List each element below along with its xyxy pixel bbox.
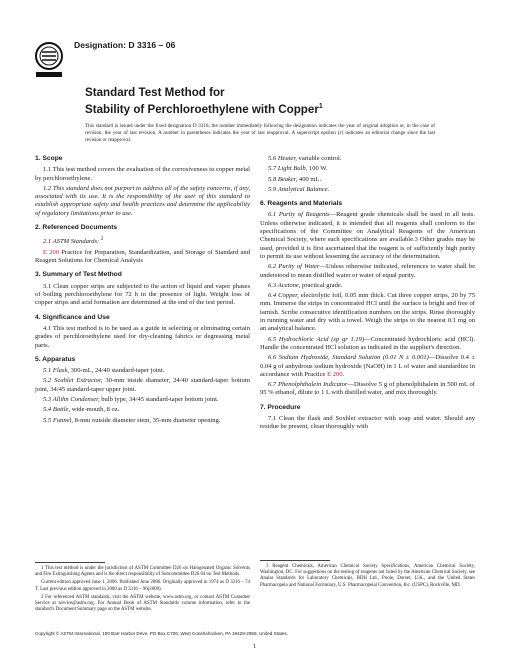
item-label: 6.6 Sodium Hydroxide, Standard Solution (0.01 N ± 0.001) — [268, 354, 429, 362]
paragraph-4-1: 4.1 This test method is to be used as a guide in selecting or eliminating certain grades of perchloroethylene used for dry-cleaning fabrics or degreasing metal parts. — [35, 324, 250, 349]
paragraph-5-7 — [260, 165, 475, 173]
footnote-divider — [260, 560, 330, 561]
section-heading-apparatus: 5. Apparatus — [35, 355, 76, 363]
section-heading-reagents: 6. Reagents and Materials — [260, 200, 343, 208]
item-label: 5.5 Funnel, — [43, 416, 74, 424]
left-column — [35, 155, 250, 427]
astm-standards-label: 2.1 ASTM Standards: — [43, 238, 100, 246]
right-column — [260, 155, 475, 434]
issuance-note: This standard is issued under the fixed designation D 3316; the number immediately following the designation indicates the year of original adoption or, in the case of revision, the year of last revision. A number in parentheses indicates the year of last reapproval. A superscript epsilon (ε) indicates an editorial change since the last revision or reapproval. — [85, 123, 435, 144]
item-text: —Dissolve 5 g of phenolphthalein in 500 mL of 95 % ethanol, dilute to 1 L with distilled water, and mix thoroughly. — [260, 381, 475, 397]
paragraph-6-5 — [260, 336, 475, 353]
copyright-line: Copyright © ASTM International, 100 Barr Harbor Drive, PO Box C700, West Conshohocken, PA 19428-2959, United States. — [35, 631, 288, 636]
reference-e200 — [35, 249, 250, 266]
item-text: 8-mm outside diameter stem, 35-mm diameter opening. — [73, 416, 221, 424]
paragraph-5-4 — [35, 406, 250, 414]
paragraph-6-7 — [260, 381, 475, 398]
item-text: electrolytic foil, 0.05 mm thick. Cut three copper strips, 20 by 75 mm. Immerse the strips in concentrated HCl until the surface is bright and free of tarnish. Scribe consecutive identification numbers on the strips. Rinse thoroughly in running water and dry with a towel. Weigh the strips to the nearest 0.1 mg on an analytical balance. — [260, 292, 475, 333]
link-e200[interactable]: E 200 — [43, 248, 60, 256]
item-text: 300-mL, 24/40 standard-taper joint. — [69, 367, 165, 375]
paragraph-1-1: 1.1 This test method covers the evaluation of the corrosiveness to copper metal by perchloroethylene. — [35, 166, 250, 182]
footnote-1: 1 This test method is under the jurisdiction of ASTM Committee D26 on Halogenated Organic Solvents and Fire Extinguishing Agents and is the direct responsibility of Subcommittee D26.04 on Test Methods. — [35, 566, 250, 578]
item-label: 6.7 Phenolphthalein Indicator — [268, 381, 348, 389]
item-text: —Reagent grade chemicals shall be used in all tests. Unless otherwise indicated, it is intended that all reagents shall conform to the specifications of the Committee on Analytical Reagents of the American Chemical Society, where such specifications are available.3 Other grades may be used, provided it is first ascertained that the reagent is of sufficiently high purity to permit its use without lessening the accuracy of the determination. — [260, 211, 475, 260]
item-text-end: . — [342, 370, 345, 378]
item-text: variable control. — [296, 155, 342, 162]
item-text: 100 W. — [307, 165, 328, 173]
item-text: bulb type, 34/45 standard-taper bottom joint. — [99, 396, 219, 403]
footnote-2: 2 For referenced ASTM standards, visit the ASTM website, www.astm.org, or contact ASTM Customer Service at service@astm.org. For Annual Book of ASTM Standards volume information, refer to the standard's Document Summary page on the ASTM website. — [35, 594, 250, 613]
paragraph-5-3 — [35, 396, 250, 404]
footnotes-left — [35, 562, 250, 615]
item-label: 6.3 Acetone, — [268, 281, 301, 289]
item-label: 6.1 Purity of Reagents — [268, 211, 330, 219]
designation: Designation: D 3316 – 06 — [74, 40, 176, 50]
item-text: 400 mL. — [297, 175, 322, 183]
reference-e200-title: Practice for Preparation, Standardization, and Storage of Standard and Reagent Solutions for Chemical Analysis — [35, 248, 250, 265]
item-label: 6.5 Hydrochloric Acid (sp gr 1.19) — [268, 335, 365, 343]
item-label: 5.2 Soxhlet Extractor, — [43, 377, 103, 385]
page-number: 1 — [253, 643, 257, 650]
section-heading-summary: 3. Summary of Test Method — [35, 271, 122, 279]
title-line-2-text: Stability of Perchloroethylene with Copper — [85, 102, 319, 116]
item-label: 6.2 Purity of Water — [268, 263, 320, 271]
paragraph-6-3 — [260, 282, 475, 290]
item-label: 5.1 Flask, — [43, 367, 70, 375]
item-label: 5.6 Heater, — [268, 155, 297, 162]
item-text: practical grade. — [300, 281, 343, 289]
paragraph-5-6 — [260, 155, 475, 163]
footnotes-right — [260, 560, 475, 591]
document-title — [85, 86, 323, 117]
footnote-1-edition: Current edition approved June 1, 2006. Published June 2006. Originally approved in 1974 as D 3316 – 74 T. Last previous edition approved in 2000 as D 3316 – 96(2000). — [35, 580, 250, 592]
item-text: 30-mm inside diameter, 24/40 standard-taper bottom joint, 34/45 standard-taper upper joint. — [35, 377, 250, 393]
footnote-divider — [35, 562, 105, 563]
footnote-3: 3 Reagent Chemicals, American Chemical Society Specifications, American Chemical Society, Washington, DC. For suggestions on the testing of reagents not listed by the American Chemical Society, see Analar Standards for Laboratory Chemicals, BDH Ltd., Poole, Dorset, U.K., and the United States Pharmacopeia and National Formulary, U.S. Pharmacopeial Convention, Inc. (USPC), Rockville, MD. — [260, 564, 475, 588]
item-label: 5.3 Allihn Condenser, — [43, 396, 100, 403]
title-line-2 — [85, 100, 323, 117]
section-heading-referenced-documents: 2. Referenced Documents — [35, 224, 118, 232]
item-label: 5.7 Light Bulb, — [268, 165, 308, 173]
paragraph-5-9: 5.9 Analytical Balance. — [268, 185, 330, 193]
item-label: 5.8 Beaker, — [268, 175, 298, 183]
item-label: 5.4 Bottle, — [43, 406, 71, 414]
title-line-1: Standard Test Method for — [85, 86, 225, 99]
footnote-mark-2: 2 — [99, 236, 104, 243]
item-label: 6.4 Copper, — [268, 292, 299, 300]
section-heading-procedure: 7. Procedure — [260, 403, 301, 411]
paragraph-2-1 — [35, 235, 250, 246]
paragraph-6-6 — [260, 354, 475, 379]
paragraph-5-2 — [35, 377, 250, 394]
title-footnote-mark: 1 — [318, 103, 323, 110]
paragraph-6-1 — [260, 211, 475, 261]
paragraph-6-4 — [260, 292, 475, 333]
paragraph-5-8 — [260, 176, 475, 184]
link-e200[interactable]: E 200 — [327, 370, 343, 378]
item-text: —Unless otherwise indicated, references to water shall be understood to mean distilled water or water of equal purity. — [260, 263, 475, 279]
paragraph-1-2: 1.2 This standard does not purport to address all of the safety concerns, if any, associated with its use. It is the responsibility of the user of this standard to establish appropriate safety and health practices and determine the applicability of regulatory limitations prior to use. — [35, 184, 250, 217]
paragraph-5-1 — [35, 367, 250, 375]
paragraph-6-2 — [260, 263, 475, 280]
paragraph-3-1: 3.1 Clean copper strips are subjected to the action of liquid and vapor phases of boiling perchloroethylene for 72 h in the presence of light. Weight loss of copper strips and acid formation are determined at the end of the test period. — [35, 282, 250, 307]
astm-logo — [33, 40, 65, 80]
paragraph-5-5 — [35, 417, 250, 425]
item-text: —Dissolve 0.4 ± 0.04 g of anhydrous sodium hydroxide (NaOH) in 1 L of water and standardize in accordance with Practice — [260, 354, 475, 378]
paragraph-7-1: 7.1 Clean the flask and Soxhlet extractor with soap and water. Should any residue be present, clean thoroughly with — [260, 415, 475, 431]
section-heading-significance: 4. Significance and Use — [35, 313, 110, 321]
item-text: —Concentrated hydrochloric acid (HCl). Handle the concentrated HCl solution as indicated in the supplier's direction. — [260, 335, 475, 351]
section-heading-scope: 1. Scope — [35, 155, 63, 162]
item-text: wide-mouth, 8 oz. — [70, 406, 120, 414]
